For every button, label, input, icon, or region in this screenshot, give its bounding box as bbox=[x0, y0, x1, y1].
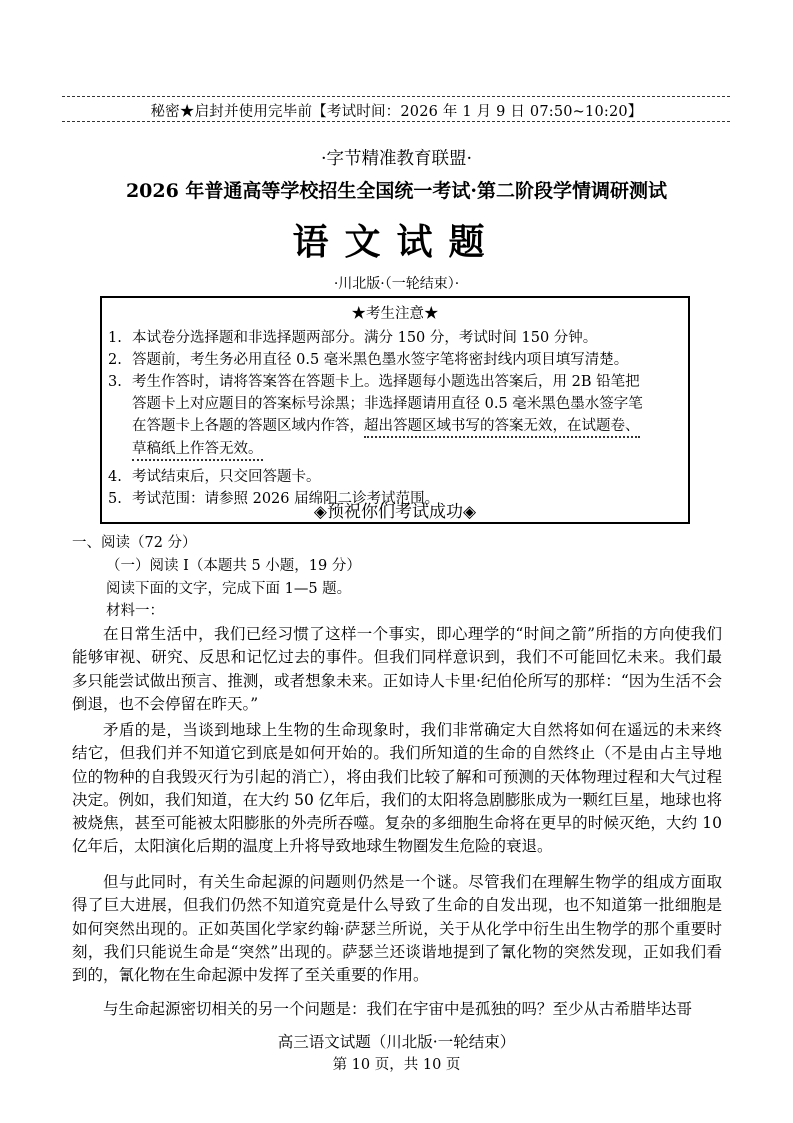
subject-title: 语文试题 bbox=[292, 221, 501, 263]
bottom-dashed-line bbox=[62, 121, 730, 122]
page-number: 第 10 页，共 10 页 bbox=[332, 1057, 461, 1073]
passage-paragraph: 矛盾的是，当谈到地球上生物的生命现象时，我们非常确定大自然将如何在遥远的未来终结它，但我们并不知道它到底是如何开始的。我们所知道的生命的自然终止（不是由占主导地位的物种的自我毁灭行为引起的消亡），将由我们比较了解和可预测的天体物理过程和大气过程决定。例如，我们知道，在大约 50 亿年后，我们的太阳将急剧膨胀成为一颗红巨星，地球也将被烧焦，甚至可能被太阳膨胀的外壳所吞噬。复杂的多细胞生命将在更早的时候灭绝，大约 10 亿年后，太阳演化后期的温度上升将导致地球生物圈发生危险的衰退。 bbox=[72, 721, 722, 856]
emphasis-dotted-text: 超出答题区域书写的答案无效，在试题卷、 bbox=[364, 418, 640, 438]
edition-label: ·川北版·（一轮结束）· bbox=[333, 276, 460, 292]
notice-item-continuation bbox=[132, 437, 263, 458]
candidate-notice-box bbox=[100, 296, 690, 524]
exam-title: 2026 年普通高等学校招生全国统一考试·第二阶段学情调研测试 bbox=[125, 180, 668, 202]
notice-item-continuation: 在答题卡上各题的答题区域内作答，超出答题区域书写的答案无效，在试题卷、 bbox=[132, 414, 640, 435]
good-luck-message: ◈预祝你们考试成功◈ bbox=[313, 502, 477, 522]
notice-item: 3. 考生作答时，请将答案答在答题卡上。选择题每小题选出答案后，用 2B 铅笔把 bbox=[108, 374, 640, 390]
notice-item: 5. 考试范围：请参照 2026 届绵阳二诊考试范围。 bbox=[108, 491, 440, 507]
passage-paragraph: 与生命起源密切相关的另一个问题是：我们在宇宙中是孤独的吗？至少从古希腊毕达哥 bbox=[103, 1000, 693, 1018]
section-heading: 一、阅读（72 分） bbox=[72, 535, 197, 551]
passage-paragraph: 但与此同时，有关生命起源的问题则仍然是一个谜。尽管我们在理解生物学的组成方面取得了巨大进展，但我们仍然不知道究竟是什么导致了生命的自发出现，也不知道第一批细胞是如何突然出现的。正如英国化学家约翰·萨瑟兰所说，关于从化学中衍生出生物学的那个重要时刻，我们只能说生命是“突然”出现的。萨瑟兰还谈谐地提到了氰化物的突然发现，正如我们看到的，氰化物在生命起源中发挥了至关重要的作用。 bbox=[72, 873, 722, 985]
material-label: 材料一： bbox=[106, 603, 164, 619]
notice-title: ★考生注意★ bbox=[351, 306, 439, 322]
reading-instruction: 阅读下面的文字，完成下面 1—5 题。 bbox=[106, 581, 352, 597]
notice-item-continuation: 答题卡上对应题目的答案标号涂黑；非选择题请用直径 0.5 毫米黑色墨水签字笔 bbox=[132, 396, 643, 412]
sub-section-heading: （一）阅读 I（本题共 5 小题，19 分） bbox=[106, 558, 361, 574]
alliance-name: ·字节精准教育联盟· bbox=[320, 149, 473, 169]
confidential-notice: 秘密★启封并使用完毕前【考试时间：2026 年 1 月 9 日 07:50~10:20】 bbox=[150, 104, 643, 120]
notice-item: 1. 本试卷分选择题和非选择题两部分。满分 150 分，考试时间 150 分钟。 bbox=[108, 330, 598, 346]
notice-item: 2. 答题前，考生务必用直径 0.5 毫米黑色墨水签字笔将密封线内项目填写清楚。 bbox=[108, 352, 629, 368]
footer-title: 高三语文试题（川北版·一轮结束） bbox=[277, 1033, 516, 1051]
notice-item: 4. 考试结束后，只交回答题卡。 bbox=[108, 469, 321, 485]
passage-paragraph: 在日常生活中，我们已经习惯了这样一个事实，即心理学的“时间之箭”所指的方向使我们能够审视、研究、反思和记忆过去的事件。但我们同样意识到，我们不可能回忆未来。我们最多只能尝试做出预言、推测，或者想象未来。正如诗人卡里·纪伯伦所写的那样：“因为生活不会倒退，也不会停留在昨天。” bbox=[72, 625, 722, 713]
top-dashed-line bbox=[62, 96, 730, 97]
emphasis-dotted-text: 草稿纸上作答无效。 bbox=[132, 441, 263, 461]
